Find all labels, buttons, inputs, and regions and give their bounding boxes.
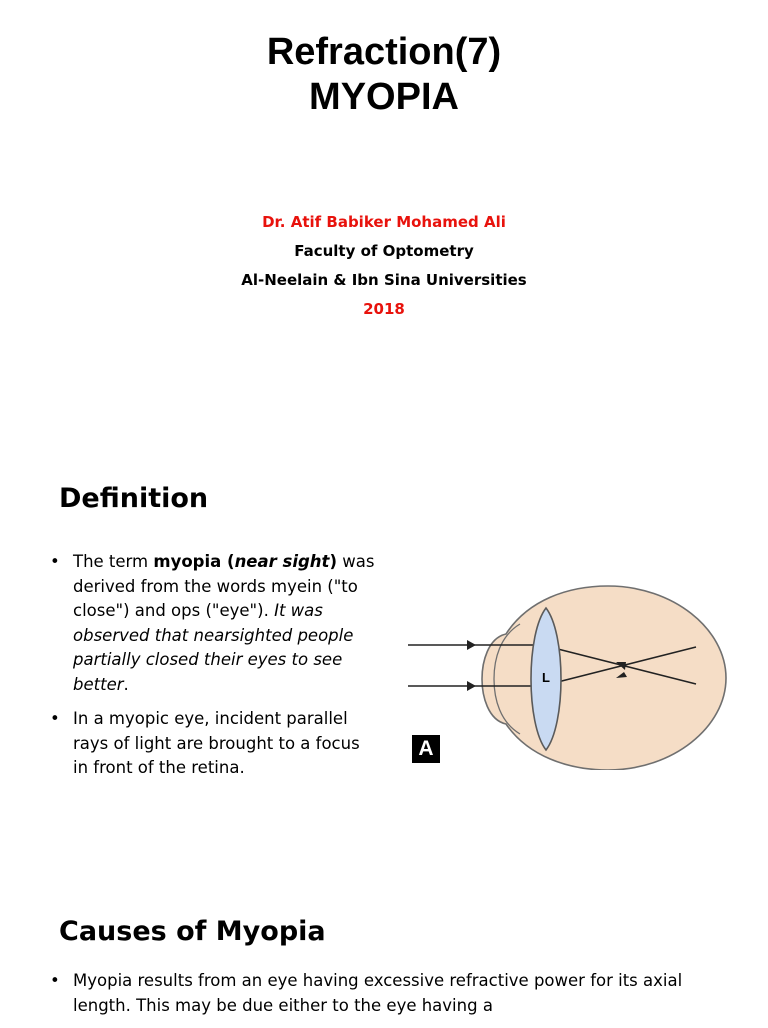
list-item: • In a myopic eye, incident parallel rays of light are brought to a focus in front of the retina. xyxy=(48,707,378,781)
bullet-text: ) xyxy=(329,552,337,571)
bullet-text: was derived from the words myein ("to close") and ops ("eye"). xyxy=(73,552,375,620)
bullet-text: . xyxy=(123,674,129,694)
definition-heading: Definition xyxy=(59,483,209,514)
term-myopia: myopia xyxy=(153,552,222,571)
title-line-2: MYOPIA xyxy=(309,76,459,118)
bullet-italic-text: It was observed that nearsighted people partially closed their eyes to see better xyxy=(73,601,354,694)
arrow-icon xyxy=(467,640,476,650)
bullet-text: The term xyxy=(73,552,154,571)
title-line-1: Refraction(7) xyxy=(266,31,502,73)
bullet-text: ( xyxy=(221,552,235,571)
panel-label: A xyxy=(412,735,440,763)
list-item: • Myopia results from an eye having excessive refractive power for its axial length. This may be due either to the eye having a xyxy=(48,969,708,1018)
year: 2018 xyxy=(363,300,405,318)
arrow-icon xyxy=(467,681,476,691)
faculty-name: Faculty of Optometry xyxy=(294,242,474,260)
definition-bullet-list xyxy=(48,550,378,791)
eye-diagram-svg xyxy=(408,584,730,770)
myopic-eye-diagram xyxy=(408,584,730,770)
page-title xyxy=(0,30,768,120)
university-names: Al-Neelain & Ibn Sina Universities xyxy=(241,271,527,289)
author-block xyxy=(0,208,768,324)
title-slide xyxy=(0,0,768,440)
causes-heading: Causes of Myopia xyxy=(59,916,326,947)
author-name: Dr. Atif Babiker Mohamed Ali xyxy=(262,213,506,231)
list-item xyxy=(48,550,378,697)
causes-slide xyxy=(0,905,768,1024)
definition-slide xyxy=(0,470,768,890)
term-near-sight: near sight xyxy=(234,552,330,571)
causes-bullet-list xyxy=(48,969,708,1028)
eyeball xyxy=(482,586,726,770)
lens-label: L xyxy=(542,670,550,685)
